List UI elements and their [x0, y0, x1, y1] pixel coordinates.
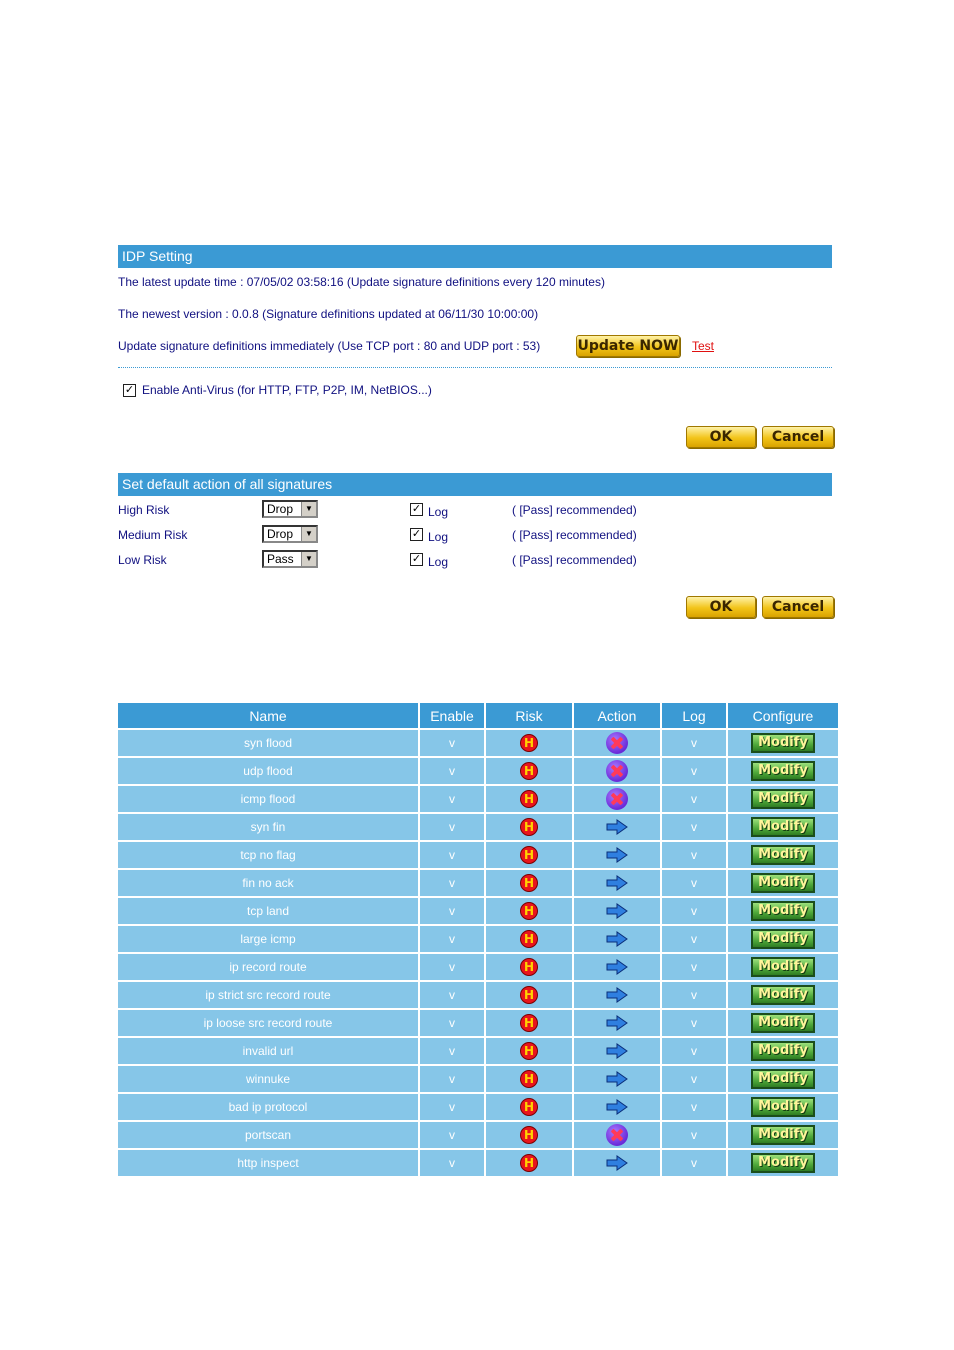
signature-action: [574, 898, 662, 926]
signature-name: tcp no flag: [118, 842, 420, 870]
pass-arrow-icon: [606, 959, 628, 975]
signature-configure: [728, 814, 838, 842]
modify-button[interactable]: Modify: [751, 817, 815, 837]
medium-risk-log-label: Log: [428, 530, 449, 544]
signature-configure: [728, 926, 838, 954]
col-enable-header: Enable: [420, 703, 486, 730]
signature-risk: [486, 1066, 574, 1094]
low-risk-recommendation: ( [Pass] recommended): [512, 553, 637, 567]
signature-name: invalid url: [118, 1038, 420, 1066]
signature-table: [118, 703, 838, 1178]
signature-configure: [728, 758, 838, 786]
signature-risk: [486, 758, 574, 786]
signature-log: v: [662, 730, 728, 758]
signature-action: [574, 1122, 662, 1150]
signature-action: [574, 1010, 662, 1038]
modify-button[interactable]: Modify: [751, 789, 815, 809]
pass-arrow-icon: [606, 1099, 628, 1115]
signature-action: [574, 758, 662, 786]
high-risk-icon: H: [520, 1126, 538, 1144]
high-risk-log-label: Log: [428, 505, 449, 519]
signature-risk: [486, 842, 574, 870]
signature-name: ip loose src record route: [118, 1010, 420, 1038]
drop-icon: [606, 732, 628, 754]
signature-log: v: [662, 1038, 728, 1066]
signature-enable: v: [420, 870, 486, 898]
signature-configure: [728, 842, 838, 870]
signature-configure: [728, 954, 838, 982]
high-risk-recommendation: ( [Pass] recommended): [512, 503, 637, 517]
signature-risk: [486, 1122, 574, 1150]
signature-action: [574, 954, 662, 982]
signature-risk: [486, 982, 574, 1010]
table-row: [118, 786, 838, 814]
signature-enable: v: [420, 814, 486, 842]
signature-configure: [728, 1122, 838, 1150]
signature-action: [574, 786, 662, 814]
high-risk-icon: H: [520, 1014, 538, 1032]
latest-update-text: The latest update time : 07/05/02 03:58:16 (Update signature definitions every 120 minutes): [118, 275, 605, 289]
signature-log: v: [662, 1094, 728, 1122]
defaults-ok-button[interactable]: OK: [686, 596, 756, 618]
signature-action: [574, 1150, 662, 1178]
signature-configure: [728, 982, 838, 1010]
signature-name: syn flood: [118, 730, 420, 758]
pass-arrow-icon: [606, 1043, 628, 1059]
low-risk-log-checkbox[interactable]: ✓: [411, 553, 422, 565]
signature-enable: v: [420, 898, 486, 926]
drop-icon: [606, 788, 628, 810]
table-row: [118, 1150, 838, 1178]
table-row: [118, 1122, 838, 1150]
signature-enable: v: [420, 954, 486, 982]
signature-name: portscan: [118, 1122, 420, 1150]
newest-version-text: The newest version : 0.0.8 (Signature definitions updated at 06/11/30 10:00:00): [118, 307, 539, 321]
high-risk-select-value: Drop: [267, 502, 294, 516]
high-risk-icon: H: [520, 790, 538, 808]
signature-log: v: [662, 870, 728, 898]
table-row: [118, 1066, 838, 1094]
medium-risk-label: Medium Risk: [118, 528, 188, 542]
modify-button[interactable]: Modify: [751, 985, 815, 1005]
drop-icon: [606, 760, 628, 782]
high-risk-icon: H: [520, 902, 538, 920]
high-risk-icon: H: [520, 958, 538, 976]
signature-configure: [728, 898, 838, 926]
modify-button[interactable]: Modify: [751, 1069, 815, 1089]
signature-action: [574, 1066, 662, 1094]
idp-ok-button[interactable]: OK: [686, 426, 756, 448]
signature-action: [574, 814, 662, 842]
idp-setting-header: IDP Setting: [118, 245, 832, 268]
low-risk-label: Low Risk: [118, 553, 167, 567]
modify-button[interactable]: Modify: [751, 873, 815, 893]
high-risk-icon: H: [520, 818, 538, 836]
antivirus-checkbox[interactable]: ✓: [124, 384, 135, 396]
high-risk-icon: H: [520, 874, 538, 892]
signature-enable: v: [420, 1150, 486, 1178]
antivirus-label: Enable Anti-Virus (for HTTP, FTP, P2P, IM, NetBIOS...): [142, 383, 432, 397]
modify-button[interactable]: Modify: [751, 1125, 815, 1145]
pass-arrow-icon: [606, 903, 628, 919]
table-row: [118, 814, 838, 842]
signature-enable: v: [420, 1066, 486, 1094]
high-risk-icon: H: [520, 930, 538, 948]
signature-configure: [728, 1094, 838, 1122]
signature-name: ip strict src record route: [118, 982, 420, 1010]
chevron-down-icon: ▼: [301, 552, 316, 566]
modify-button[interactable]: Modify: [751, 1041, 815, 1061]
signature-log: v: [662, 954, 728, 982]
signature-configure: [728, 1150, 838, 1178]
signature-name: udp flood: [118, 758, 420, 786]
signature-name: fin no ack: [118, 870, 420, 898]
table-row: [118, 842, 838, 870]
pass-arrow-icon: [606, 987, 628, 1003]
medium-risk-select-value: Drop: [267, 527, 294, 541]
table-row: [118, 954, 838, 982]
high-risk-icon: H: [520, 1042, 538, 1060]
table-row: [118, 870, 838, 898]
pass-arrow-icon: [606, 1071, 628, 1087]
medium-risk-log-checkbox[interactable]: ✓: [411, 528, 422, 540]
table-row: [118, 758, 838, 786]
high-risk-icon: H: [520, 846, 538, 864]
medium-risk-recommendation: ( [Pass] recommended): [512, 528, 637, 542]
signature-action: [574, 926, 662, 954]
signature-enable: v: [420, 758, 486, 786]
signature-name: bad ip protocol: [118, 1094, 420, 1122]
signature-action: [574, 1038, 662, 1066]
col-risk-header: Risk: [486, 703, 574, 730]
col-configure-header: Configure: [728, 703, 838, 730]
high-risk-icon: H: [520, 986, 538, 1004]
modify-button[interactable]: Modify: [751, 1153, 815, 1173]
chevron-down-icon: ▼: [301, 527, 316, 541]
signature-enable: v: [420, 1038, 486, 1066]
signature-enable: v: [420, 982, 486, 1010]
medium-risk-select[interactable]: [262, 525, 318, 543]
signature-name: ip record route: [118, 954, 420, 982]
signature-log: v: [662, 814, 728, 842]
signature-risk: [486, 1010, 574, 1038]
table-row: [118, 926, 838, 954]
signature-risk: [486, 1038, 574, 1066]
signature-action: [574, 1094, 662, 1122]
modify-button[interactable]: Modify: [751, 845, 815, 865]
signature-configure: [728, 1038, 838, 1066]
modify-button[interactable]: Modify: [751, 733, 815, 753]
signature-log: v: [662, 926, 728, 954]
pass-arrow-icon: [606, 847, 628, 863]
signature-log: v: [662, 898, 728, 926]
signature-name: winnuke: [118, 1066, 420, 1094]
signature-name: icmp flood: [118, 786, 420, 814]
modify-button[interactable]: Modify: [751, 761, 815, 781]
signature-log: v: [662, 1122, 728, 1150]
modify-button[interactable]: Modify: [751, 901, 815, 921]
col-name-header: Name: [118, 703, 420, 730]
modify-button[interactable]: Modify: [751, 929, 815, 949]
signature-risk: [486, 870, 574, 898]
high-risk-icon: H: [520, 1154, 538, 1172]
signature-action: [574, 842, 662, 870]
modify-button[interactable]: Modify: [751, 1097, 815, 1117]
table-row: [118, 1038, 838, 1066]
table-row: [118, 982, 838, 1010]
high-risk-icon: H: [520, 1098, 538, 1116]
col-log-header: Log: [662, 703, 728, 730]
signature-enable: v: [420, 1122, 486, 1150]
update-now-button[interactable]: Update NOW: [576, 335, 680, 357]
signature-action: [574, 730, 662, 758]
default-action-header: Set default action of all signatures: [118, 473, 832, 496]
signature-action: [574, 870, 662, 898]
signature-enable: v: [420, 1094, 486, 1122]
signature-enable: v: [420, 786, 486, 814]
signature-configure: [728, 786, 838, 814]
table-header-row: [118, 703, 838, 730]
signature-risk: [486, 730, 574, 758]
signature-risk: [486, 814, 574, 842]
signature-name: syn fin: [118, 814, 420, 842]
low-risk-select[interactable]: [262, 550, 318, 568]
signature-risk: [486, 786, 574, 814]
col-action-header: Action: [574, 703, 662, 730]
signature-risk: [486, 1094, 574, 1122]
signature-enable: v: [420, 842, 486, 870]
signature-configure: [728, 870, 838, 898]
signature-name: large icmp: [118, 926, 420, 954]
signature-enable: v: [420, 730, 486, 758]
signature-log: v: [662, 758, 728, 786]
low-risk-log-label: Log: [428, 555, 449, 569]
signature-risk: [486, 926, 574, 954]
table-row: [118, 730, 838, 758]
table-row: [118, 1010, 838, 1038]
signature-log: v: [662, 842, 728, 870]
signature-configure: [728, 730, 838, 758]
signature-log: v: [662, 786, 728, 814]
signature-log: v: [662, 1010, 728, 1038]
signature-table-body: [118, 730, 838, 1178]
signature-log: v: [662, 1066, 728, 1094]
signature-enable: v: [420, 926, 486, 954]
high-risk-icon: H: [520, 1070, 538, 1088]
pass-arrow-icon: [606, 875, 628, 891]
signature-name: http inspect: [118, 1150, 420, 1178]
chevron-down-icon: ▼: [301, 502, 316, 516]
table-row: [118, 898, 838, 926]
signature-log: v: [662, 1150, 728, 1178]
idp-cancel-button[interactable]: Cancel: [762, 426, 834, 448]
pass-arrow-icon: [606, 1015, 628, 1031]
update-immediately-text: Update signature definitions immediately (Use TCP port : 80 and UDP port : 53): [118, 339, 541, 353]
pass-arrow-icon: [606, 1155, 628, 1171]
signature-name: tcp land: [118, 898, 420, 926]
high-risk-icon: H: [520, 734, 538, 752]
modify-button[interactable]: Modify: [751, 1013, 815, 1033]
high-risk-log-checkbox[interactable]: ✓: [411, 503, 422, 515]
high-risk-select[interactable]: [262, 500, 318, 518]
signature-risk: [486, 898, 574, 926]
signature-risk: [486, 1150, 574, 1178]
pass-arrow-icon: [606, 819, 628, 835]
signature-log: v: [662, 982, 728, 1010]
high-risk-icon: H: [520, 762, 538, 780]
test-link[interactable]: Test: [692, 339, 715, 353]
signature-configure: [728, 1010, 838, 1038]
defaults-cancel-button[interactable]: Cancel: [762, 596, 834, 618]
high-risk-label: High Risk: [118, 503, 170, 517]
divider: [118, 367, 832, 368]
signature-action: [574, 982, 662, 1010]
signature-configure: [728, 1066, 838, 1094]
pass-arrow-icon: [606, 931, 628, 947]
signature-risk: [486, 954, 574, 982]
drop-icon: [606, 1124, 628, 1146]
table-row: [118, 1094, 838, 1122]
low-risk-select-value: Pass: [267, 552, 294, 566]
modify-button[interactable]: Modify: [751, 957, 815, 977]
signature-enable: v: [420, 1010, 486, 1038]
